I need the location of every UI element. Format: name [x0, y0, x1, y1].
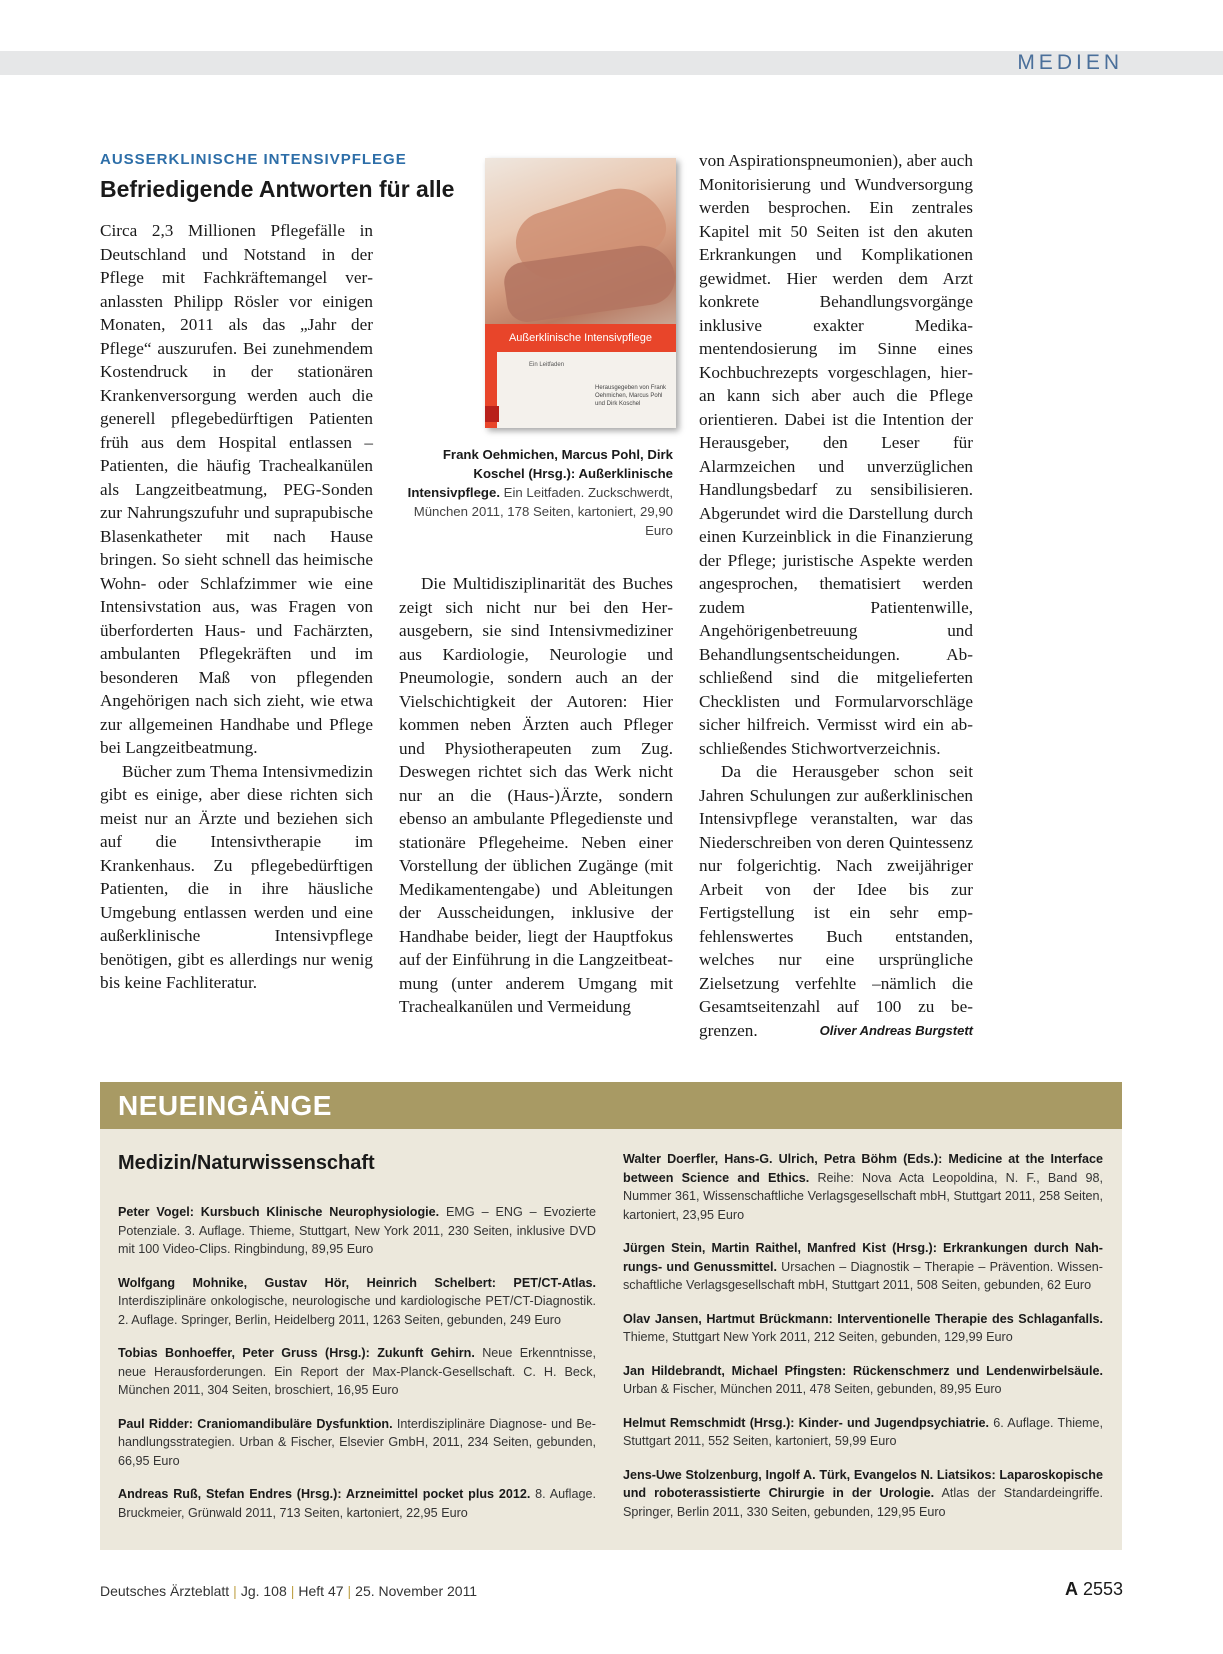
- paragraph: Die Multidisziplinarität des Buches zeigt sich nicht nur bei den Herausgebern, sie sind Intensivmediziner aus Kardiologie, Neurologie und Pneumologie, sondern auch an der Vielschichtigkeit der Autoren: Hier kommen neben Ärzten auch Pfleger und Physiotherapeuten zum Zug. Deswegen richtet sich das Werk nicht nur an die (Haus-)Ärzte, sondern ebenso an ambulante Pflegedienste und stationäre Pflegeheime. Neben einer Vorstellung der üblichen Zugänge (mit Medikamentengabe) und Ableitungen der Ausscheidungen, inklusive der Handhabe beider, liegt der Hauptfokus auf der Einführung in die Langzeitbeatmung (unter anderem Umgang mit Trachealkanülen und Vermeidung: [399, 574, 673, 1016]
- page-number: A 2553: [1064, 1579, 1123, 1599]
- cover-title: Außerklinische Intensivpflege: [485, 324, 676, 352]
- cover-photo-hands: [485, 158, 676, 324]
- neueingaenge-subhead: Medizin/Naturwissenschaft: [118, 1152, 375, 1174]
- book-cover-image: [485, 158, 676, 428]
- list-item: Helmut Remschmidt (Hrsg.): Kinder- und Jugendpsychiatrie. 6. Auflage. Thieme, Stuttgart 2011, 552 Seiten, kartoniert, 59,99 Euro: [623, 1415, 1103, 1448]
- paragraph: Circa 2,3 Millionen Pflegefälle in Deutschland und Notstand in der Pflege mit Fachkräftemangel veranlassten Philipp Rösler vor einigen Monaten, 2011 als das „Jahr der Pflege“ auszurufen. Bei zunehmendem Kostendruck in der stationären Krankenversorgung werden auch die generell pflegebedürftigen Patienten früh aus dem Hospital entlassen – Patienten, die häufig Trachealkanülen als Langzeitbeatmung, PEG-Sonden zur Nahrungszufuhr und suprapubische Blasenkatheter mit nach Hause bringen. So sieht schnell das heimische Wohn- oder Schlafzimmer wie eine Intensivstation aus, was Fragen von überforderten Haus- und Fachärzten, ambulanten Pflegekräften und im besonderen Maß von pflegenden Angehörigen nach sich zieht, wie etwa zur allgemeinen Handhabe und Pflege bei Langzeitbeatmung.: [100, 221, 373, 757]
- book-caption: [399, 445, 673, 540]
- caption-details: Ein Leitfaden. Zuckschwerdt, München 2011, 178 Seiten, kartoniert, 29,90 Euro: [413, 485, 673, 538]
- publisher-logo-icon: [485, 406, 499, 422]
- paragraph-last: Da die Herausgeber schon seit Jahren Schulungen zur außerklinischen Intensivpflege veranstalten, war das Niederschreiben von deren Quintessenz nur folgerichtig. Nach zweijähriger Arbeit von der Idee bis zur Fertigstellung ist ein sehr empfehlenswertes Buch entstanden, welches nur eine ursprüngliche Zielsetzung verfehlte –nämlich die Gesamtseitenzahl auf 100 zu begrenzen. Oliver Andreas Burgstett: [699, 760, 973, 1042]
- article-column-right: [699, 149, 973, 1042]
- list-item: Walter Doerfler, Hans-G. Ulrich, Petra Böhm (Eds.): Medicine at the Interface between Science and Ethics. Reihe: Nova Acta Leopoldina, N. F., Band 98, Nummer 361, Wissenschaftliche Verlagsgesellschaft mbH, Stuttgart 2011, 258 Seiten, kartoniert, 23,95 Euro: [623, 1152, 1103, 1222]
- neueingaenge-list-right: [623, 1150, 1103, 1536]
- caption-title: Frank Oehmichen, Marcus Pohl, Dirk Koschel (Hrsg.): Außerklinische Intensivpflege.: [407, 447, 673, 500]
- list-item: Jens-Uwe Stolzenburg, Ingolf A. Türk, Evangelos N. Liatsikos: Laparoskopische und roboterassistierte Chirurgie in der Urologie. Atlas der Standardeingriffe. Springer, Berlin 2011, 330 Seiten, gebunden, 129,95 Euro: [623, 1467, 1103, 1519]
- journal-date: 25. November 2011: [355, 1583, 478, 1599]
- cover-editors: Herausgegeben von Frank Oehmichen, Marcus Pohl und Dirk Koschel: [595, 385, 667, 407]
- article-column-left: [100, 219, 373, 995]
- cover-subtitle: Ein Leitfaden: [529, 362, 565, 368]
- list-item: Wolfgang Mohnike, Gustav Hör, Heinrich Schelbert: PET/CT-Atlas. Interdisziplinäre onkologische, neurologische und kardiologische PET/CT-Diagnostik. 2. Auflage. Springer, Berlin, Heidelberg 2011, 1263 Seiten, gebunden, 249 Euro: [118, 1275, 596, 1327]
- paragraph: Bücher zum Thema Intensivmedizin gibt es einige, aber diese richten sich meist nur an Ärzte und beziehen sich auf die Intensivtherapie im Krankenhaus. Zu pflegebedürftigen Patienten, die in ihre häusliche Umgebung entlassen werden und eine außerklinische Intensivpflege benötigen, gibt es allerdings nur wenig bis keine Fachliteratur.: [100, 761, 373, 992]
- list-item: Jan Hildebrandt, Michael Pfingsten: Rückenschmerz und Lendenwirbelsäule. Urban & Fischer, München 2011, 478 Seiten, gebunden, 89,95 Euro: [623, 1363, 1103, 1396]
- list-item: Andreas Ruß, Stefan Endres (Hrsg.): Arzneimittel pocket plus 2012. 8. Auflage. Bruckmeier, Grünwald 2011, 713 Seiten, kartoniert, 22,95 Euro: [118, 1487, 596, 1520]
- section-label: MEDIEN: [1017, 51, 1123, 74]
- list-item: Paul Ridder: Craniomandibuläre Dysfunktion. Interdisziplinäre Diagnose- und Behandlungsstrategien. Urban & Fischer, Elsevier GmbH, 2011, 234 Seiten, gebunden, 66,95 Euro: [118, 1416, 596, 1468]
- list-item: Tobias Bonhoeffer, Peter Gruss (Hrsg.): Zukunft Gehirn. Neue Erkenntnisse, neue Herausforderungen. Ein Report der Max-Planck-Gesellschaft. C. H. Beck, München 2011, 304 Seiten, broschiert, 16,95 Euro: [118, 1346, 596, 1397]
- article-kicker: AUSSERKLINISCHE INTENSIVPFLEGE: [100, 151, 407, 168]
- neueingaenge-list-left: [118, 1203, 596, 1537]
- page-footer: Deutsches Ärzteblatt | Jg. 108 | Heft 47 | 25. November 2011: [100, 1583, 478, 1599]
- article-headline: Befriedigende Antworten für alle: [100, 176, 455, 202]
- paragraph: von Aspirationspneumonien), aber auch Monitorisierung und Wundversorgung werden besprochen. Ein zentrales Kapitel mit 50 Seiten ist den akuten Erkrankungen und Komplikationen gewidmet. Hier werden dem Arzt konkrete Behandlungsvorgänge inklusive exakter Medikamentendosierung im Sinne eines Kochbuchrezepts vorgeschlagen, hieran kann sich aber auch die Pflege orientieren. Dabei ist die Intention der Herausgeber, den Leser für Alarmzeichen und unverzüglichen Handlungsbedarf zu sensibilisieren. Abgerundet wird die Darstellung durch einen Kurzeinblick in die Finanzierung der Pflege; juristische Aspekte werden angesprochen, thematisiert werden zudem Patientenwille, Angehörigenbetreuung und Behandlungsentscheidungen. Abschließend sind die mitgelieferten Checklisten und Formularvorschläge sicher hilfreich. Vermisst wird ein abschließendes Stichwortverzeichnis.: [699, 151, 973, 758]
- journal-issue: Heft 47: [298, 1583, 344, 1599]
- article-column-middle: [399, 572, 673, 1019]
- neueingaenge-title: NEUEINGÄNGE: [118, 1090, 332, 1121]
- journal-name: Deutsches Ärzteblatt: [100, 1583, 230, 1599]
- list-item: Peter Vogel: Kursbuch Klinische Neurophysiologie. EMG – ENG – Evozierte Potenziale. 3. Auflage. Thieme, Stuttgart, New York 2011, 230 Seiten, inklusive DVD mit 100 Video-Clips. Ringbindung, 89,95 Euro: [118, 1205, 596, 1256]
- list-item: Olav Jansen, Hartmut Brückmann: Interventionelle Therapie des Schlaganfalls. Thieme, Stuttgart New York 2011, 212 Seiten, gebunden, 129,99 Euro: [623, 1311, 1103, 1344]
- list-item: Jürgen Stein, Martin Raithel, Manfred Kist (Hrsg.): Erkrankungen durch Nahrungs- und Genussmittel. Ursachen – Diagnostik – Therapie – Prävention. Wissenschaftliche Verlagsgesellschaft mbH, Stuttgart 2011, 508 Seiten, gebunden, 62 Euro: [623, 1241, 1103, 1292]
- author-byline: Oliver Andreas Burgstett: [819, 1022, 973, 1038]
- journal-volume: Jg. 108: [240, 1583, 287, 1599]
